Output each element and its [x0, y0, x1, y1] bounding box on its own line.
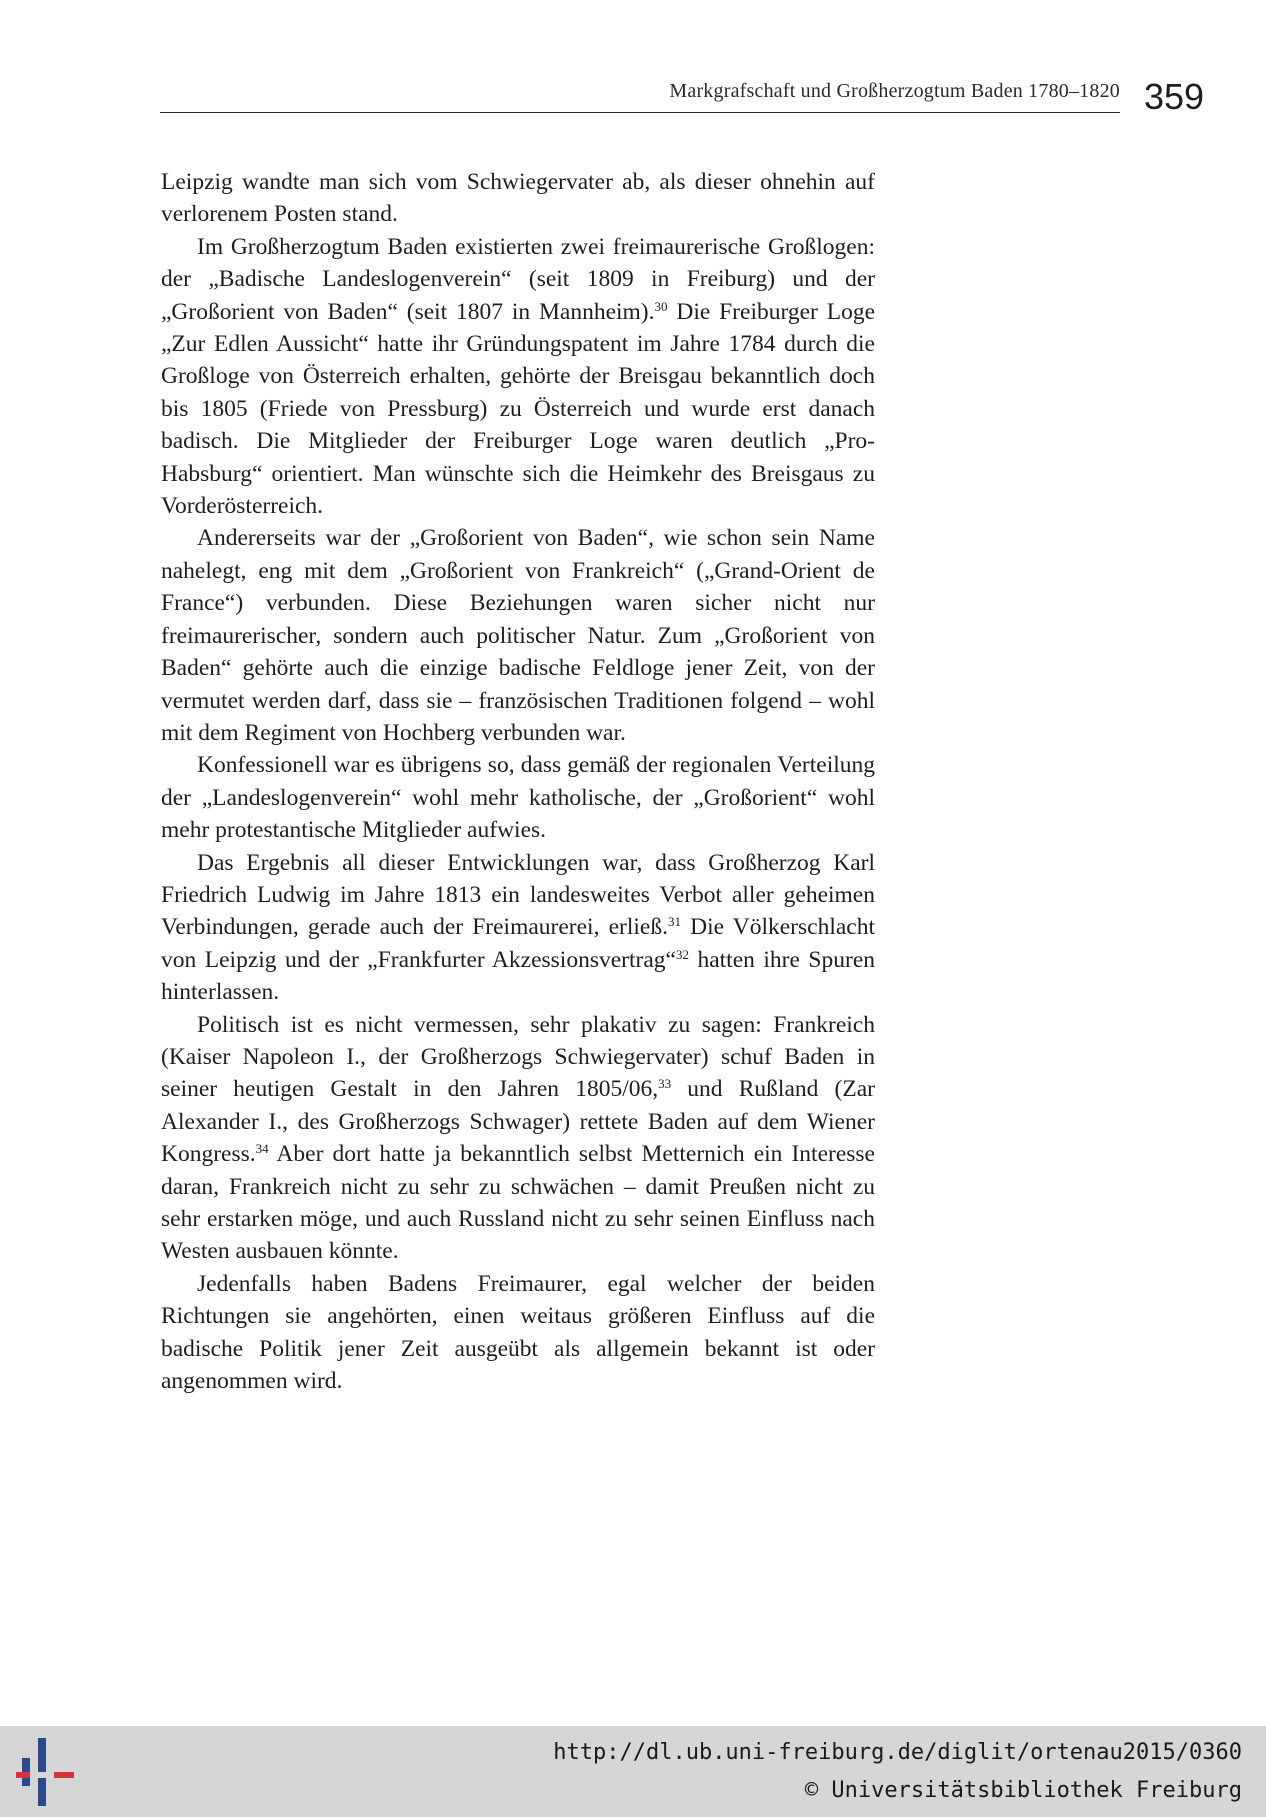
paragraph-text: Die Völkerschlacht von Leipzig und der „Frankfurter Akzessionsvertrag“	[161, 914, 875, 973]
paragraph	[161, 166, 875, 231]
footnote-ref[interactable]: 30	[654, 298, 668, 314]
page-number: 359	[1144, 76, 1205, 117]
footer-url[interactable]: http://dl.ub.uni-freiburg.de/diglit/ortenau2015/0360	[553, 1740, 1242, 1765]
paragraph-text: Das Ergebnis all dieser Entwicklungen war, dass Großherzog Karl Friedrich Ludwig im Jahre 1813 ein landesweites Verbot aller geheimen Verbindungen, gerade auch der Freimaurerei, erließ.	[161, 849, 875, 941]
paragraph-text: Politisch ist es nicht vermessen, sehr plakativ zu sagen: Frankreich (Kaiser Napoleon I., der Großherzogs Schwiegervater) schuf Baden in seiner heutigen Gestalt in den Jahren 1805/06,	[161, 1011, 875, 1103]
paragraph-text: Aber dort hatte ja bekanntlich selbst Metternich ein Interesse daran, Frankreich nicht zu sehr zu schwächen – damit Preußen nicht zu sehr erstarken möge, und auch Russland nicht zu sehr seinen Einfluss nach Westen ausbauen könnte.	[161, 1141, 875, 1265]
paragraph-text: Die Freiburger Loge „Zur Edlen Aussicht“ hatte ihr Gründungspatent im Jahre 1784 durch die Großloge von Österreich erhalten, gehörte der Breisgau bekanntlich doch bis 1805 (Friede von Pressburg) zu Österreich und wurde erst danach badisch. Die Mitglieder der Freiburger Loge waren deutlich „Pro-Habsburg“ orientiert. Man wünschte sich die Heimkehr des Breisgaus zu Vorderösterreich.	[161, 298, 875, 520]
paragraph-text: und Rußland (Zar Alexander I., des Großherzogs Schwager) rettete Baden auf dem Wiener Kongress.	[161, 1076, 875, 1168]
paragraph	[161, 522, 875, 749]
paragraph-text: hatten ihre Spuren hinterlassen.	[161, 946, 876, 1006]
footnote-ref[interactable]: 31	[667, 914, 681, 930]
paragraph-text: Konfessionell war es übrigens so, dass gemäß der regionalen Verteilung der „Landeslogenverein“ wohl mehr katholische, der „Großorient“ wohl mehr protestantische Mitglieder aufwies.	[161, 752, 875, 844]
footer-copyright: © Universitätsbibliothek Freiburg	[804, 1778, 1242, 1803]
running-title: Markgrafschaft und Großherzogtum Baden 1780–1820	[669, 80, 1120, 102]
footnote-ref[interactable]: 34	[255, 1141, 269, 1157]
paragraph	[161, 1268, 875, 1398]
footnote-ref[interactable]: 32	[675, 946, 689, 962]
paragraph-text: Im Großherzogtum Baden existierten zwei freimaurerische Großlogen: der „Badische Landeslogenverein“ (seit 1809 in Freiburg) und der „Großorient von Baden“ (seit 1807 in Mannheim).	[161, 233, 875, 325]
footnote-ref[interactable]: 33	[658, 1076, 672, 1092]
paragraph	[161, 749, 875, 846]
ub-freiburg-logo-icon	[16, 1738, 78, 1806]
paragraph-text: Andererseits war der „Großorient von Baden“, wie schon sein Name nahelegt, eng mit dem „Großorient von Frankreich“ („Grand-Orient de France“) verbunden. Diese Beziehungen waren sicher nicht nur freimaurerischer, sondern auch politischer Natur. Zum „Großorient von Baden“ gehörte auch die einzige badische Feldloge jener Zeit, von der vermutet werden darf, dass sie – französischen Traditionen folgend – wohl mit dem Regiment von Hochberg verbunden war.	[161, 525, 875, 746]
paragraph	[161, 847, 875, 1009]
running-header	[160, 76, 1120, 113]
paragraph	[161, 1009, 875, 1268]
paragraph-text: Leipzig wandte man sich vom Schwiegervater ab, als dieser ohnehin auf verlorenem Posten stand.	[161, 169, 875, 228]
body-text	[161, 166, 875, 1397]
paragraph	[161, 231, 875, 523]
footer-bar	[0, 1726, 1266, 1817]
paragraph-text: Jedenfalls haben Badens Freimaurer, egal welcher der beiden Richtungen sie angehörten, einen weitaus größeren Einfluss auf die badische Politik jener Zeit ausgeübt als allgemein bekannt ist oder angenommen wird.	[161, 1270, 875, 1395]
